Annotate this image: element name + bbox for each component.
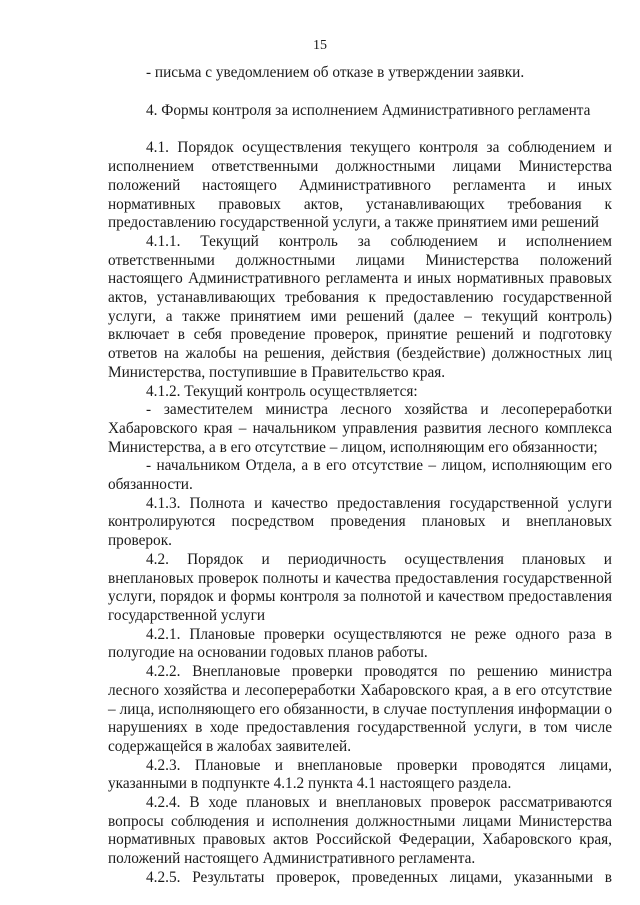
paragraph-4-1-1: 4.1.1. Текущий контроль за соблюдением и исполнением ответственными должностными лицами Министерства положений настоящего Административного регламента и иных нормативных правовых актов, устанавливающих требования к предоставлению государственной услуги, а также принятием ими решений (далее – текущий контроль) включает в себя проведение проверок, принятие решений и подготовку ответов на жалобы на решения, действия (бездействие) должностных лиц Министерства, поступившие в Правительство края. xyxy=(108,232,612,381)
document-body xyxy=(108,64,612,888)
paragraph-department-head: - начальником Отдела, а в его отсутствие – лицом, исполняющим его обязанности. xyxy=(108,457,612,494)
paragraph-4-1: 4.1. Порядок осуществления текущего контроля за соблюдением и исполнением ответственными должностными лицами Министерства положений настоящего Административного регламента и иных нормативных правовых актов, устанавливающих требования к предоставлению государственной услуги, а также принятием ими решений xyxy=(108,139,612,232)
paragraph-deputy-minister: - заместителем министра лесного хозяйства и лесопереработки Хабаровского края – начальником управления развития лесного комплекса Министерства, а в его отсутствие – лицом, исполняющим его обязанности; xyxy=(108,401,612,456)
paragraph-4-2-2: 4.2.2. Внеплановые проверки проводятся по решению министра лесного хозяйства и лесопереработки Хабаровского края, а в его отсутствие – лица, исполняющего его обязанности, в случае поступления информации о нарушениях в ходе предоставления государственной услуги, в том числе содержащейся в жалобах заявителей. xyxy=(108,663,612,755)
paragraph-4-1-3: 4.1.3. Полнота и качество предоставления государственной услуги контролируются посредством проведения плановых и внеплановых проверок. xyxy=(108,494,612,550)
paragraph-4-2-5: 4.2.5. Результаты проверок, проведенных лицами, указанными в xyxy=(146,868,612,886)
section-heading: 4. Формы контроля за исполнением Административного регламента xyxy=(146,101,591,119)
page-number: 15 xyxy=(313,38,327,53)
paragraph-4-1-2: 4.1.2. Текущий контроль осуществляется: xyxy=(146,382,418,400)
paragraph-4-2: 4.2. Порядок и периодичность осуществления плановых и внеплановых проверок полноты и качества предоставления государственной услуги, порядок и формы контроля за полнотой и качеством предоставления государственной услуги xyxy=(108,550,612,624)
paragraph-4-2-3: 4.2.3. Плановые и внеплановые проверки проводятся лицами, указанными в подпункте 4.1.2 пункта 4.1 настоящего раздела. xyxy=(108,756,612,793)
paragraph-4-2-1: 4.2.1. Плановые проверки осуществляются не реже одного раза в полугодие на основании годовых планов работы. xyxy=(108,625,612,662)
paragraph-gap xyxy=(108,83,612,102)
paragraph-rejection-letter: - письма с уведомлением об отказе в утверждении заявки. xyxy=(146,64,525,81)
paragraph-4-2-4: 4.2.4. В ходе плановых и внеплановых проверок рассматриваются вопросы соблюдения и исполнения должностными лицами Министерства нормативных правовых актов Российской Федерации, Хабаровского края, положений настоящего Административного регламента. xyxy=(108,794,612,868)
paragraph-gap xyxy=(108,120,612,139)
